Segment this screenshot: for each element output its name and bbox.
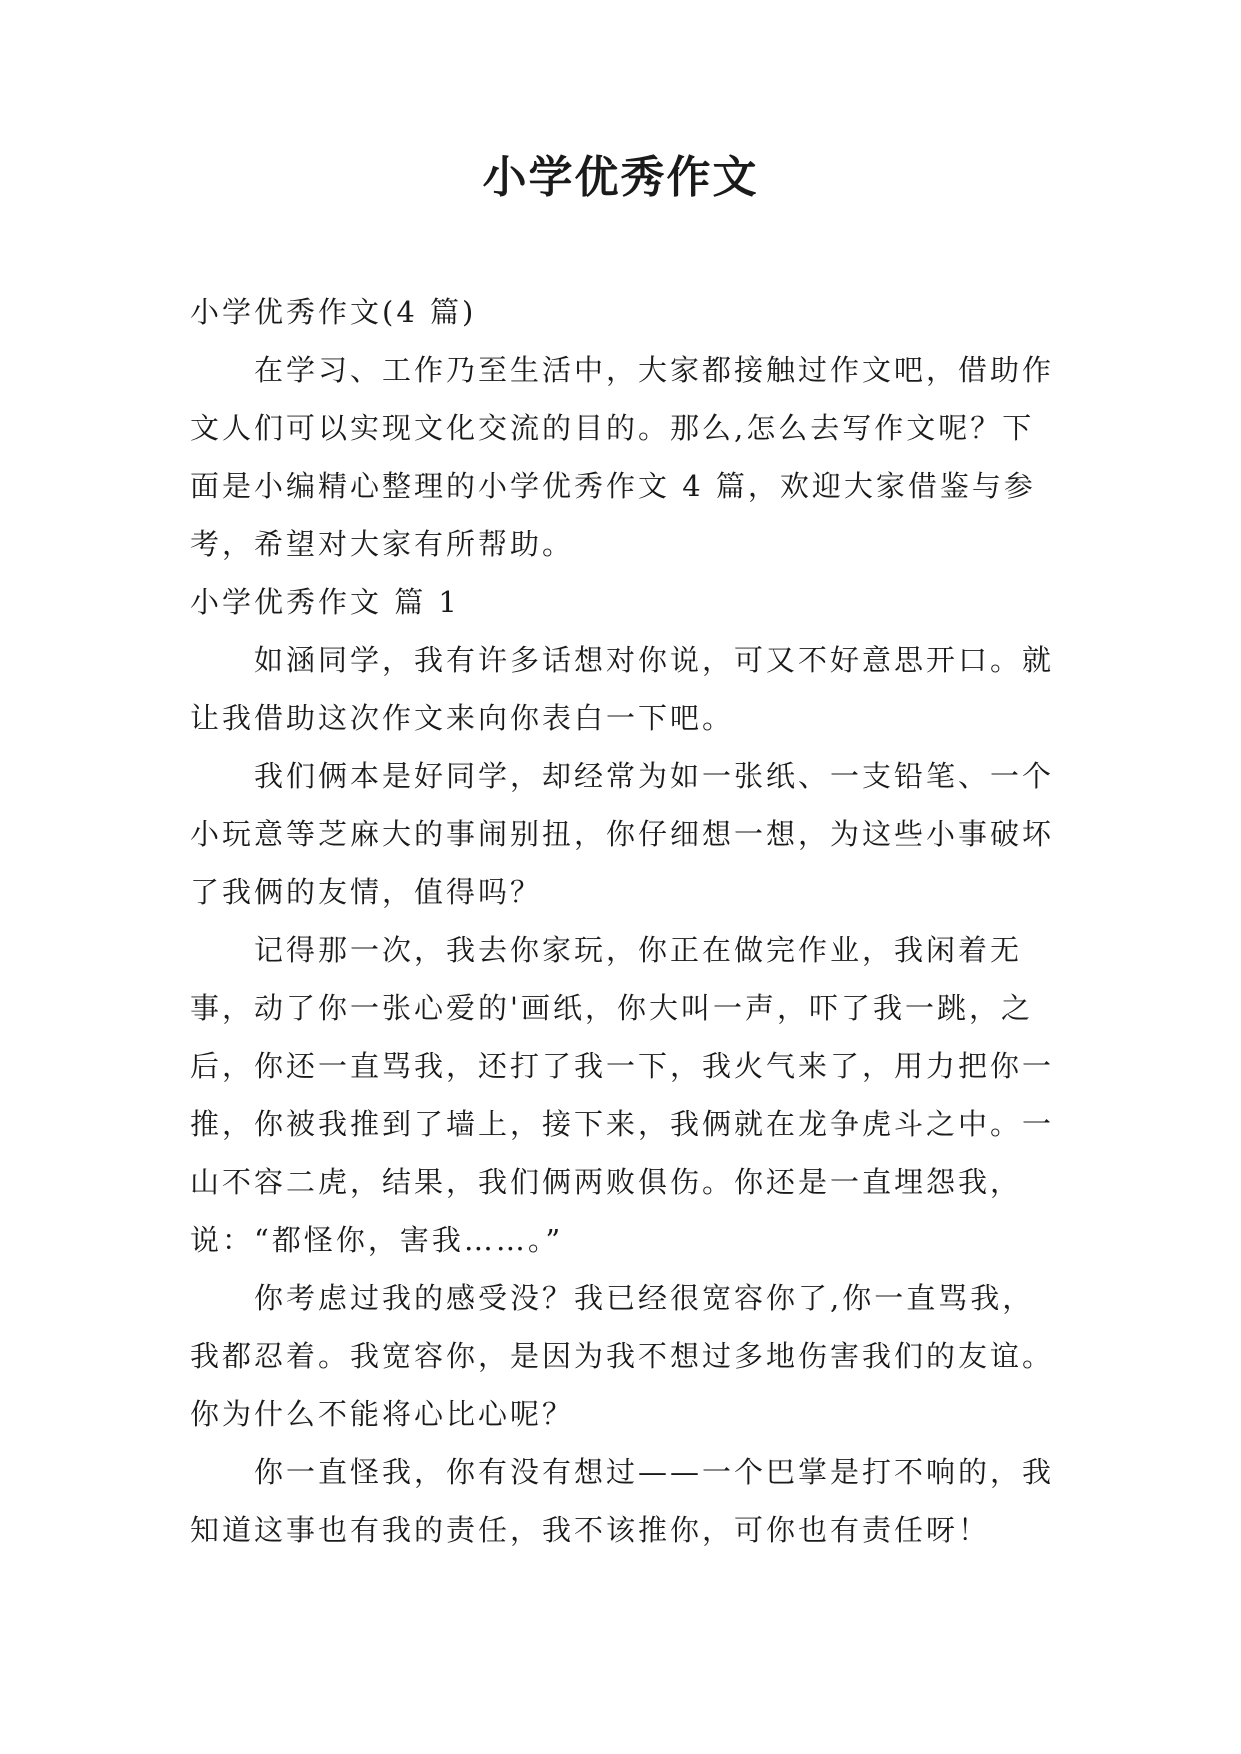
body-paragraph: 我们俩本是好同学，却经常为如一张纸、一支铅笔、一个小玩意等芝麻大的事闹别扭，你仔细想一想，为这些小事破坏了我俩的友情，值得吗？ [190,759,1055,909]
section-heading: 小学优秀作文 篇 1 [190,585,460,619]
body-paragraph: 你一直怪我，你有没有想过——一个巴掌是打不响的，我知道这事也有我的责任，我不该推你，可你也有责任呀！ [190,1455,1055,1547]
document-subtitle: 小学优秀作文(4 篇) [190,295,477,329]
body-paragraph: 如涵同学，我有许多话想对你说，可又不好意思开口。就让我借助这次作文来向你表白一下吧。 [190,643,1055,735]
document-body [190,283,1060,1559]
document-title: 小学优秀作文 [482,152,759,203]
intro-paragraph: 在学习、工作乃至生活中，大家都接触过作文吧，借助作文人们可以实现文化交流的目的。那么,怎么去写作文呢？下面是小编精心整理的小学优秀作文 4 篇，欢迎大家借鉴与参考，希望对大家有所帮助。 [190,353,1055,561]
body-paragraph: 记得那一次，我去你家玩，你正在做完作业，我闲着无事，动了你一张心爱的'画纸，你大叫一声，吓了我一跳，之后，你还一直骂我，还打了我一下，我火气来了，用力把你一推，你被我推到了墙上，接下来，我俩就在龙争虎斗之中。一山不容二虎，结果，我们俩两败俱伤。你还是一直埋怨我，说：“都怪你，害我……。” [190,933,1055,1257]
body-paragraph: 你考虑过我的感受没？我已经很宽容你了,你一直骂我，我都忍着。我宽容你，是因为我不想过多地伤害我们的友谊。你为什么不能将心比心呢？ [190,1281,1055,1431]
